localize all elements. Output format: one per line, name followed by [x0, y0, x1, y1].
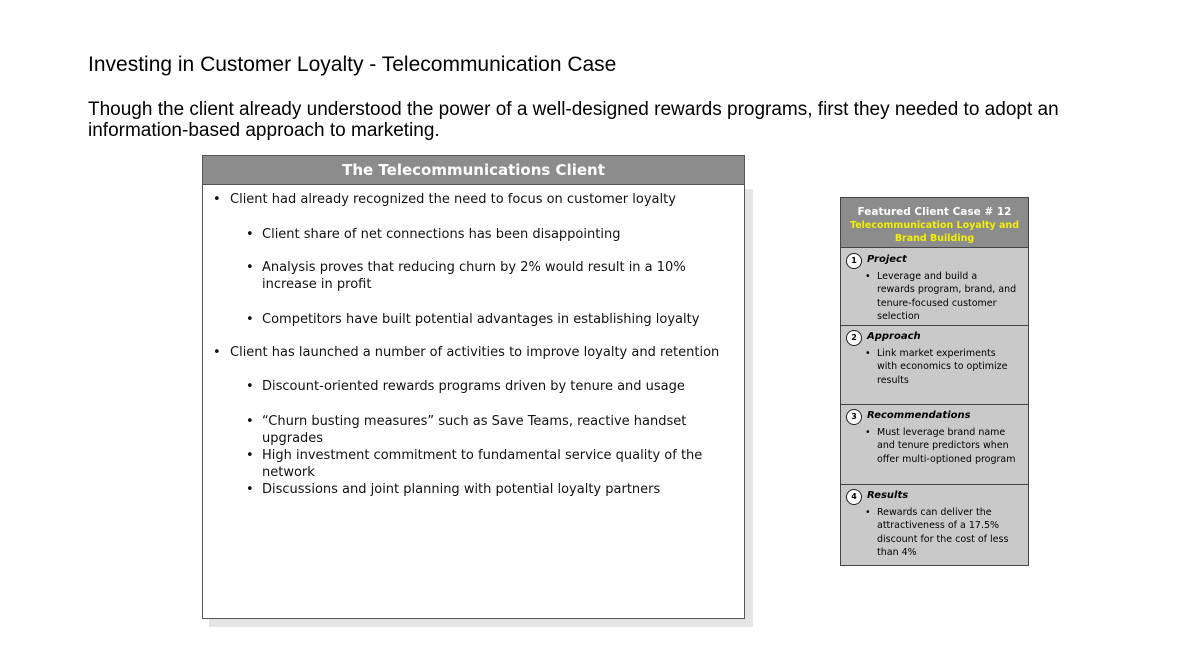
- bullet-item: [213, 344, 733, 361]
- case-section-results: [841, 484, 1028, 565]
- bullet-item: [246, 259, 726, 293]
- bullet-dot: •: [213, 345, 221, 360]
- bullet-dot: •: [865, 427, 871, 438]
- bullet-item: [246, 226, 726, 243]
- case-section-body: [865, 506, 1017, 559]
- bullet-dot: •: [246, 448, 254, 463]
- case-section-recommendations: [841, 404, 1028, 484]
- number-circle-icon: 3: [846, 409, 862, 425]
- featured-case-heading: Featured Client Case # 12: [857, 206, 1012, 218]
- bullet-dot: •: [865, 271, 871, 282]
- case-section-text: Link market experiments with economics to optimize results: [877, 348, 1008, 386]
- bullet-item: [246, 413, 732, 447]
- slide-subtitle: Though the client already understood the power of a well-designed rewards programs, first they needed to adopt an information-based approach to marketing.: [88, 99, 1059, 141]
- case-section-title: Project: [867, 254, 907, 265]
- bullet-dot: •: [213, 192, 221, 207]
- bullet-item: [246, 481, 726, 498]
- bullet-dot: •: [246, 312, 254, 327]
- number-circle-icon: 1: [846, 253, 862, 269]
- bullet-text: Discount-oriented rewards programs driven by tenure and usage: [262, 379, 685, 394]
- client-box: [202, 155, 745, 619]
- number-circle-icon: 2: [846, 330, 862, 346]
- case-section-text: Must leverage brand name and tenure predictors when offer multi-optioned program: [877, 427, 1016, 465]
- slide-title: Investing in Customer Loyalty - Telecommunication Case: [88, 53, 617, 76]
- bullet-item: [246, 311, 726, 328]
- bullet-item: [246, 447, 738, 481]
- bullet-text: “Churn busting measures” such as Save Teams, reactive handset upgrades: [262, 414, 687, 446]
- bullet-text: Client had already recognized the need to focus on customer loyalty: [230, 192, 676, 207]
- number-circle-icon: 4: [846, 489, 862, 505]
- case-section-approach: [841, 325, 1028, 404]
- bullet-dot: •: [865, 348, 871, 359]
- bullet-text: Client has launched a number of activities to improve loyalty and retention: [230, 345, 720, 360]
- case-section-text: Rewards can deliver the attractiveness of a 17.5% discount for the cost of less than 4%: [877, 507, 1009, 558]
- case-section-body: [865, 347, 1017, 387]
- bullet-dot: •: [246, 482, 254, 497]
- bullet-text: Discussions and joint planning with potential loyalty partners: [262, 482, 661, 497]
- bullet-text: Competitors have built potential advantages in establishing loyalty: [262, 312, 700, 327]
- featured-case-panel: [840, 197, 1029, 566]
- featured-case-subheading: Telecommunication Loyalty and Brand Building: [850, 220, 1019, 244]
- bullet-dot: •: [246, 414, 254, 429]
- case-section-text: Leverage and build a rewards program, brand, and tenure-focused customer selection: [877, 271, 1017, 322]
- bullet-dot: •: [246, 260, 254, 275]
- case-section-title: Approach: [867, 331, 921, 342]
- bullet-dot: •: [865, 507, 871, 518]
- client-box-header: The Telecommunications Client: [203, 156, 744, 185]
- featured-case-header: [841, 198, 1028, 248]
- bullet-text: Analysis proves that reducing churn by 2% would result in a 10% increase in profit: [262, 260, 686, 292]
- bullet-dot: •: [246, 227, 254, 242]
- case-section-title: Recommendations: [867, 410, 971, 421]
- case-section-body: [865, 270, 1017, 323]
- bullet-item: [213, 191, 733, 208]
- bullet-dot: •: [246, 379, 254, 394]
- bullet-text: High investment commitment to fundamental service quality of the network: [262, 448, 703, 480]
- case-section-title: Results: [867, 490, 909, 501]
- bullet-item: [246, 378, 726, 395]
- bullet-text: Client share of net connections has been disappointing: [262, 227, 621, 242]
- case-section-project: [841, 249, 1028, 324]
- case-section-body: [865, 426, 1017, 466]
